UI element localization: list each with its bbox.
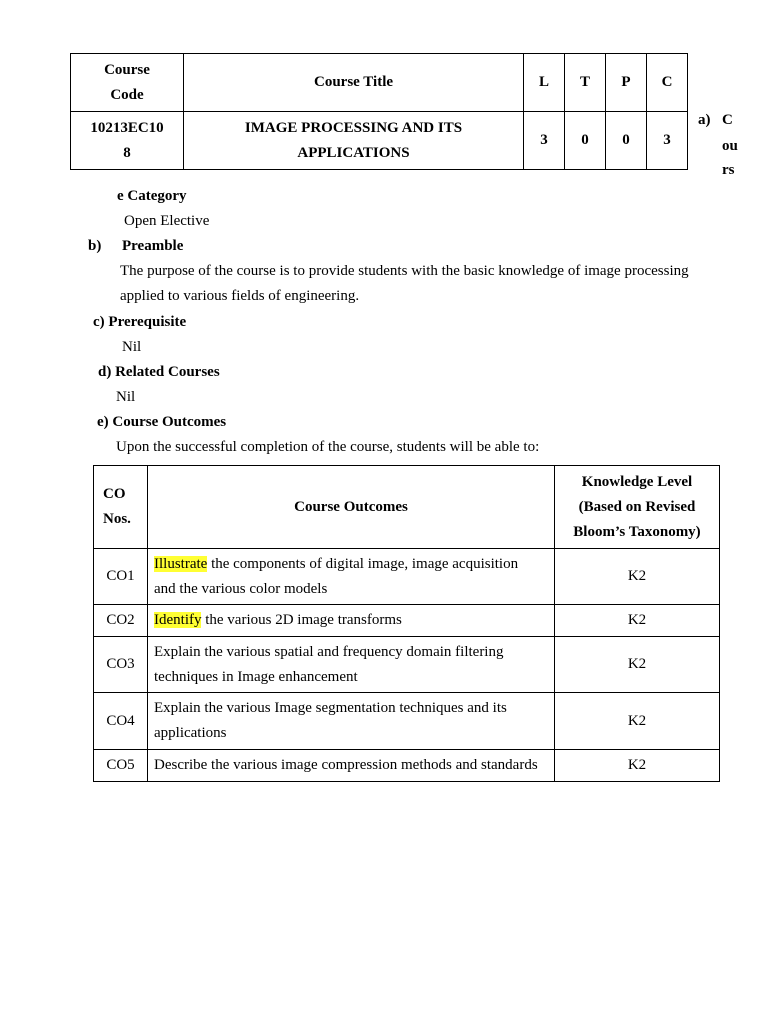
credits-value: 3 [647, 112, 688, 170]
knowledge-level-header-line2: (Based on Revised [578, 498, 696, 515]
section-a-heading-line2: ou [722, 138, 738, 154]
co-description [148, 605, 555, 637]
knowledge-level-header-line3: Bloom’s Taxonomy) [573, 523, 701, 540]
co-number-header [94, 466, 148, 549]
co-description: Describe the various image compression methods and standards [148, 750, 555, 782]
co-description-line2: and the various color models [154, 580, 328, 597]
course-outcomes-intro: Upon the successful completion of the course, students will be able to: [116, 439, 540, 455]
course-title-line1: IMAGE PROCESSING AND ITS [244, 119, 463, 136]
knowledge-level: K2 [555, 750, 720, 782]
co-description-text: the various 2D image transforms [201, 612, 402, 628]
knowledge-level: K2 [555, 549, 720, 605]
table-row [94, 605, 720, 637]
course-outcomes-table [93, 465, 720, 782]
course-code-line2: 8 [123, 144, 131, 161]
course-table-header-row [71, 54, 688, 112]
tutorial-value: 0 [565, 112, 606, 170]
preamble-text-line1: The purpose of the course is to provide students with the basic knowledge of image processing [120, 263, 689, 279]
section-a-marker: a) [698, 112, 711, 128]
co-number: CO5 [94, 750, 148, 782]
lecture-value: 3 [524, 112, 565, 170]
co-description-line2: applications [154, 725, 227, 741]
credits-header: C [647, 54, 688, 112]
co-description [148, 549, 555, 605]
knowledge-level: K2 [555, 637, 720, 693]
knowledge-level: K2 [555, 605, 720, 637]
table-row [94, 750, 720, 782]
knowledge-level: K2 [555, 693, 720, 750]
co-description [148, 693, 555, 750]
lecture-header: L [524, 54, 565, 112]
knowledge-level-header-line1: Knowledge Level [581, 473, 693, 490]
knowledge-level-header [555, 466, 720, 549]
course-title-line2: APPLICATIONS [297, 144, 410, 161]
co-description-line1: Explain the various spatial and frequency domain filtering [154, 643, 504, 660]
course-code-header-line2: Code [110, 86, 144, 103]
highlighted-verb: Identify [154, 612, 202, 628]
course-code-line1: 10213EC10 [90, 119, 164, 136]
course-info-table [70, 53, 688, 170]
section-a-heading-line3: rs [722, 162, 735, 178]
preamble-heading: Preamble [122, 238, 184, 254]
category-heading: e Category [117, 188, 187, 204]
co-number: CO1 [94, 549, 148, 605]
co-number: CO2 [94, 605, 148, 637]
related-courses-heading: d) Related Courses [98, 364, 220, 380]
course-title-header: Course Title [184, 54, 524, 112]
course-title-cell [184, 112, 524, 170]
course-outcomes-header: Course Outcomes [148, 466, 555, 549]
table-row [94, 549, 720, 605]
related-courses-value: Nil [116, 389, 136, 405]
co-table-header-row [94, 466, 720, 549]
course-code-header [71, 54, 184, 112]
practical-value: 0 [606, 112, 647, 170]
co-description [148, 637, 555, 693]
practical-header: P [606, 54, 647, 112]
course-code-header-line1: Course [104, 61, 150, 78]
course-outcomes-heading: e) Course Outcomes [97, 414, 227, 430]
prerequisite-value: Nil [122, 339, 142, 355]
co-description-line1: Explain the various Image segmentation techniques and its [154, 700, 507, 716]
prerequisite-heading: c) Prerequisite [93, 314, 187, 330]
course-code-cell [71, 112, 184, 170]
tutorial-header: T [565, 54, 606, 112]
co-description-text: the components of digital image, image acquisition [207, 555, 519, 572]
table-row [94, 693, 720, 750]
co-description-line2: techniques in Image enhancement [154, 668, 358, 685]
preamble-marker: b) [88, 238, 102, 254]
table-row [94, 637, 720, 693]
co-number-header-line1: CO [103, 486, 126, 502]
co-number: CO4 [94, 693, 148, 750]
section-a-heading-line1: C [722, 112, 733, 128]
highlighted-verb: Illustrate [154, 555, 208, 572]
co-number-header-line2: Nos. [103, 511, 131, 527]
course-table-data-row [71, 112, 688, 170]
category-value: Open Elective [124, 213, 210, 229]
co-number: CO3 [94, 637, 148, 693]
preamble-text-line2: applied to various fields of engineering. [120, 288, 360, 304]
